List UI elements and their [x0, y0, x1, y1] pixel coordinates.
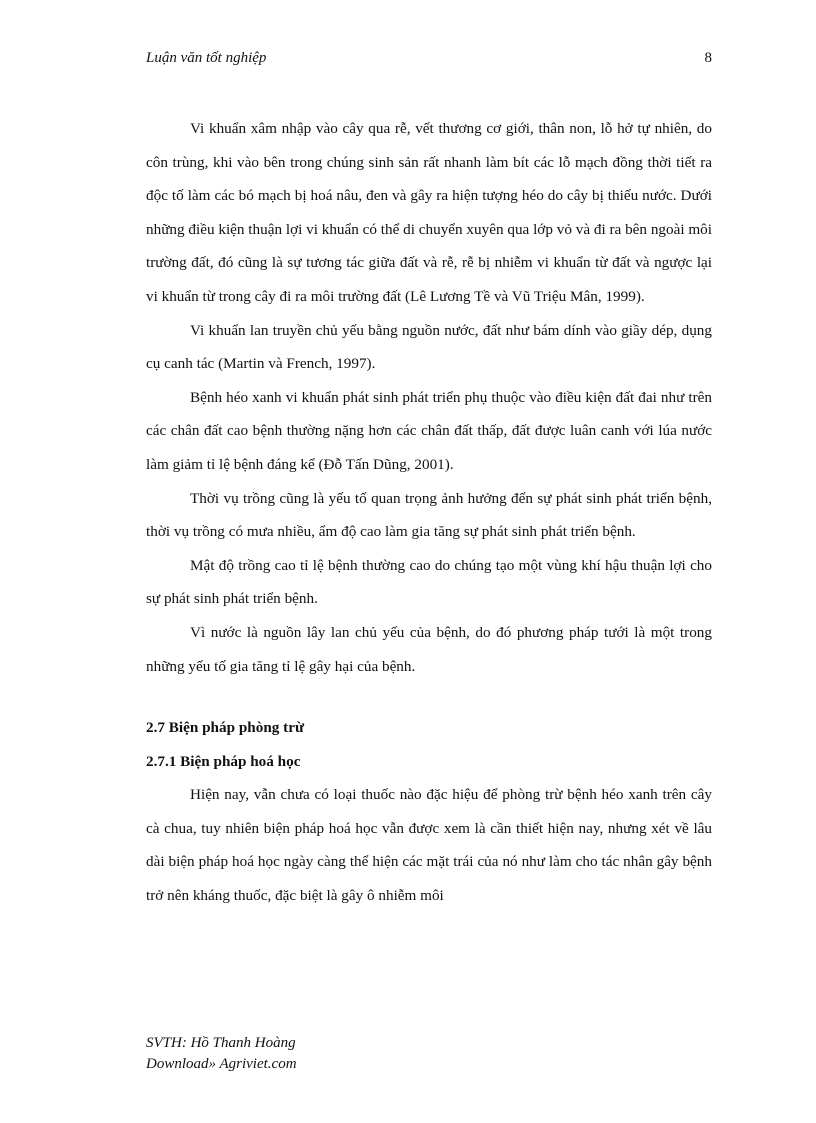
paragraph: Vì nước là nguồn lây lan chủ yếu của bệnh, do đó phương pháp tưới là một trong những yếu tố gia tăng tỉ lệ gây hại của bệnh.	[146, 623, 712, 675]
paragraph: Vi khuẩn lan truyền chủ yếu bằng nguồn nước, đất như bám dính vào giầy dép, dụng cụ canh tác (Martin và French, 1997).	[146, 321, 712, 373]
page-number: 8	[704, 50, 712, 66]
page-footer	[146, 1033, 297, 1075]
document-body	[146, 112, 712, 913]
paragraph: Mật độ trồng cao tỉ lệ bệnh thường cao do chúng tạo một vùng khí hậu thuận lợi cho sự phát sinh phát triển bệnh.	[146, 556, 712, 608]
subsection-heading: 2.7.1 Biện pháp hoá học	[146, 752, 301, 770]
footer-author: SVTH: Hồ Thanh Hoàng	[146, 1035, 296, 1051]
paragraph: Thời vụ trồng cũng là yếu tố quan trọng ảnh hưởng đến sự phát sinh phát triển bệnh, thời vụ trồng có mưa nhiều, ẩm độ cao làm gia tăng sự phát sinh phát triển bệnh.	[146, 489, 712, 541]
paragraph: Bệnh héo xanh vi khuẩn phát sinh phát triển phụ thuộc vào điều kiện đất đai như trên các chân đất cao bệnh thường nặng hơn các chân đất thấp, đất được luân canh với lúa nước làm giảm tỉ lệ bệnh đáng kể (Đỗ Tấn Dũng, 2001).	[146, 388, 712, 473]
section-heading: 2.7 Biện pháp phòng trừ	[146, 719, 305, 737]
page-header	[146, 50, 712, 67]
footer-source: Download» Agriviet.com	[146, 1056, 297, 1072]
paragraph: Hiện nay, vẫn chưa có loại thuốc nào đặc hiệu để phòng trừ bệnh héo xanh trên cây cà chua, tuy nhiên biện pháp hoá học vẫn được xem là cần thiết hiện nay, nhưng xét về lâu dài biện pháp hoá học ngày càng thể hiện các mặt trái của nó như làm cho tác nhân gây bệnh trở nên kháng thuốc, đặc biệt là gây ô nhiễm môi	[146, 786, 712, 905]
document-title: Luận văn tốt nghiệp	[146, 50, 267, 66]
paragraph: Vi khuẩn xâm nhập vào cây qua rễ, vết thương cơ giới, thân non, lỗ hở tự nhiên, do côn trùng, khi vào bên trong chúng sinh sản rất nhanh làm bít các lỗ mạch đồng thời tiết ra độc tố làm các bó mạch bị hoá nâu, đen và gây ra hiện tượng héo do cây bị thiếu nước. Dưới những điều kiện thuận lợi vi khuẩn có thể di chuyển xuyên qua lớp vỏ và đi ra bên ngoài môi trường đất, đó cũng là sự tương tác giữa đất và rễ, rễ bị nhiễm vi khuẩn từ đất và ngược lại vi khuẩn từ trong cây đi ra môi trường đất (Lê Lương Tề và Vũ Triệu Mân, 1999).	[146, 120, 712, 305]
